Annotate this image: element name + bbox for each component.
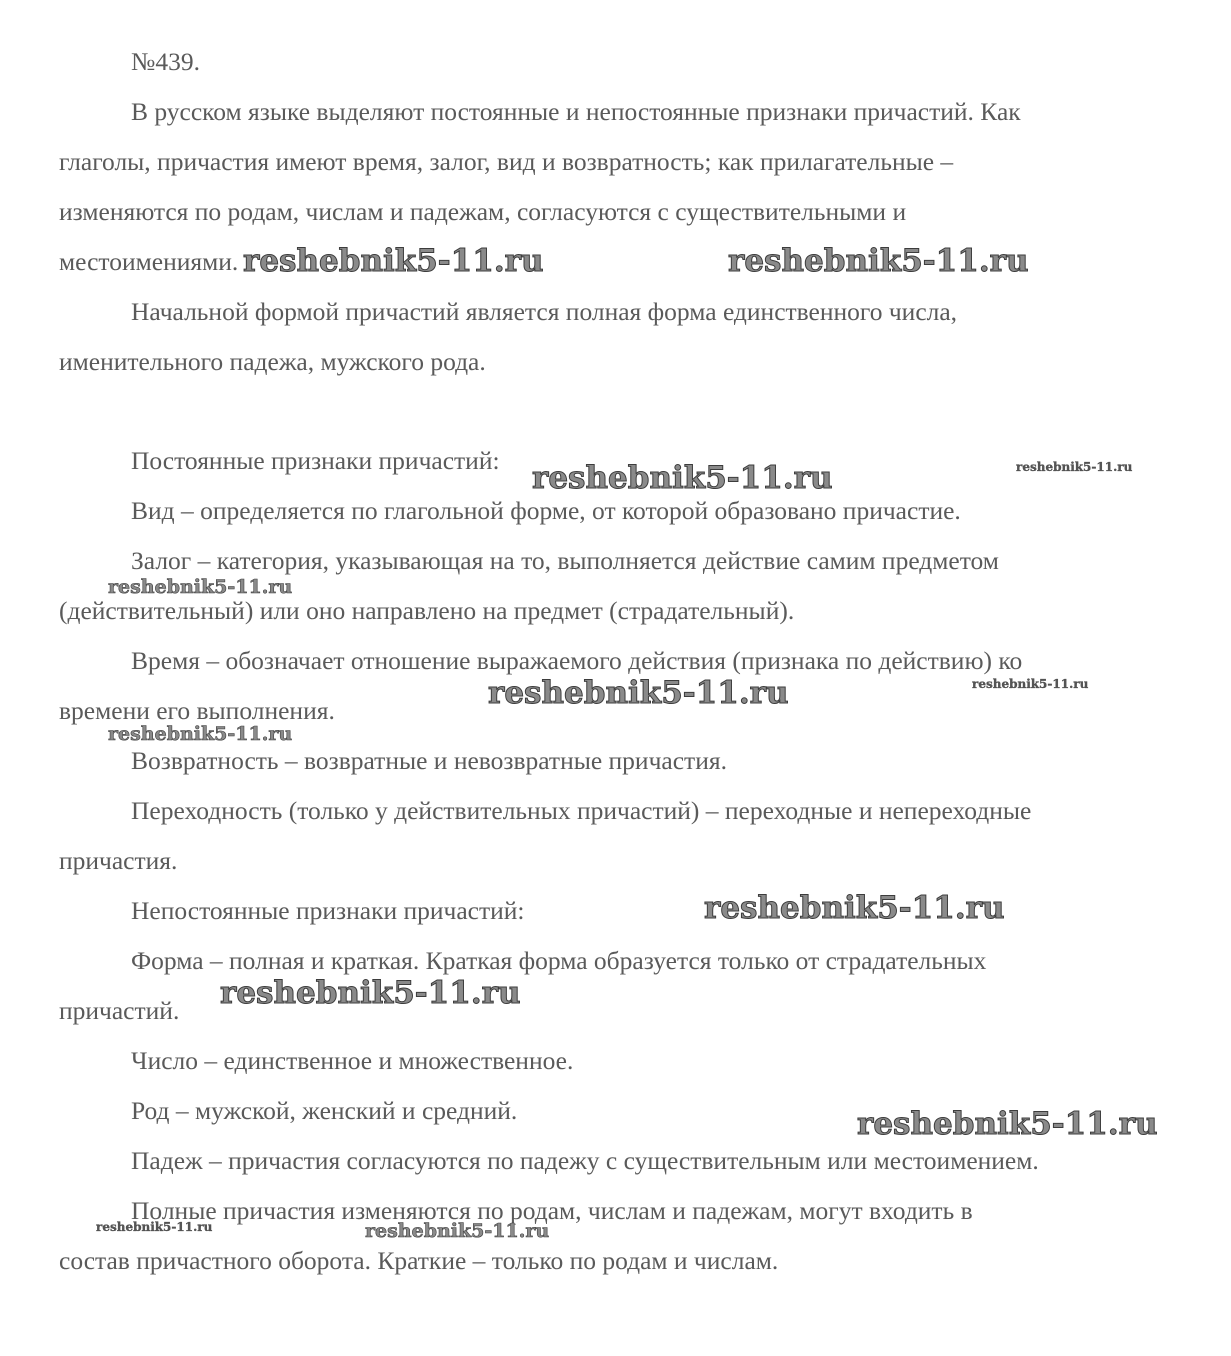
text-line: Вид – определяется по глагольной форме, от которой образовано причастие. — [131, 496, 961, 525]
watermark: reshebnik5-11.ru — [1016, 460, 1133, 474]
text-line: Форма – полная и краткая. Краткая форма образуется только от страдательных — [131, 946, 987, 975]
text-line: Начальной формой причастий является полная форма единственного числа, — [131, 297, 958, 326]
text-line: местоимениями. — [59, 247, 239, 276]
text-line: причастия. — [59, 846, 178, 875]
text-line: Время – обозначает отношение выражаемого действия (признака по действию) ко — [131, 646, 1023, 675]
text-line: Возвратность – возвратные и невозвратные причастия. — [131, 746, 727, 775]
watermark: reshebnik5-11.ru — [220, 975, 521, 1011]
section-heading: Непостоянные признаки причастий: — [131, 896, 525, 925]
section-heading: Постоянные признаки причастий: — [131, 446, 500, 475]
text-line: Число – единственное и множественное. — [131, 1046, 574, 1075]
text-line: Переходность (только у действительных причастий) – переходные и непереходные — [131, 796, 1032, 825]
text-line: В русском языке выделяют постоянные и непостоянные признаки причастий. Как — [131, 97, 1021, 126]
watermark: reshebnik5-11.ru — [704, 890, 1005, 926]
watermark: reshebnik5-11.ru — [972, 677, 1089, 691]
text-line: состав причастного оборота. Краткие – только по родам и числам. — [59, 1246, 779, 1275]
text-line: глаголы, причастия имеют время, залог, вид и возвратность; как прилагательные – — [59, 147, 954, 176]
text-line: Полные причастия изменяются по родам, числам и падежам, могут входить в — [131, 1196, 973, 1225]
text-line: причастий. — [59, 996, 180, 1025]
watermark: reshebnik5-11.ru — [96, 1220, 213, 1234]
watermark: reshebnik5-11.ru — [728, 243, 1029, 279]
watermark: reshebnik5-11.ru — [108, 576, 293, 598]
text-line: Род – мужской, женский и средний. — [131, 1096, 518, 1125]
watermark: reshebnik5-11.ru — [365, 1220, 550, 1242]
text-line: именительного падежа, мужского рода. — [59, 347, 486, 376]
text-line: времени его выполнения. — [59, 696, 335, 725]
text-line: Залог – категория, указывающая на то, выполняется действие самим предметом — [131, 546, 999, 575]
watermark: reshebnik5-11.ru — [488, 675, 789, 711]
text-line: изменяются по родам, числам и падежам, согласуются с существительными и — [59, 197, 907, 226]
watermark: reshebnik5-11.ru — [532, 460, 833, 496]
task-number: №439. — [131, 47, 200, 76]
text-line: Падеж – причастия согласуются по падежу с существительным или местоимением. — [131, 1146, 1039, 1175]
watermark: reshebnik5-11.ru — [857, 1106, 1158, 1142]
watermark: reshebnik5-11.ru — [108, 723, 293, 745]
watermark: reshebnik5-11.ru — [243, 243, 544, 279]
text-line: (действительный) или оно направлено на предмет (страдательный). — [59, 596, 795, 625]
